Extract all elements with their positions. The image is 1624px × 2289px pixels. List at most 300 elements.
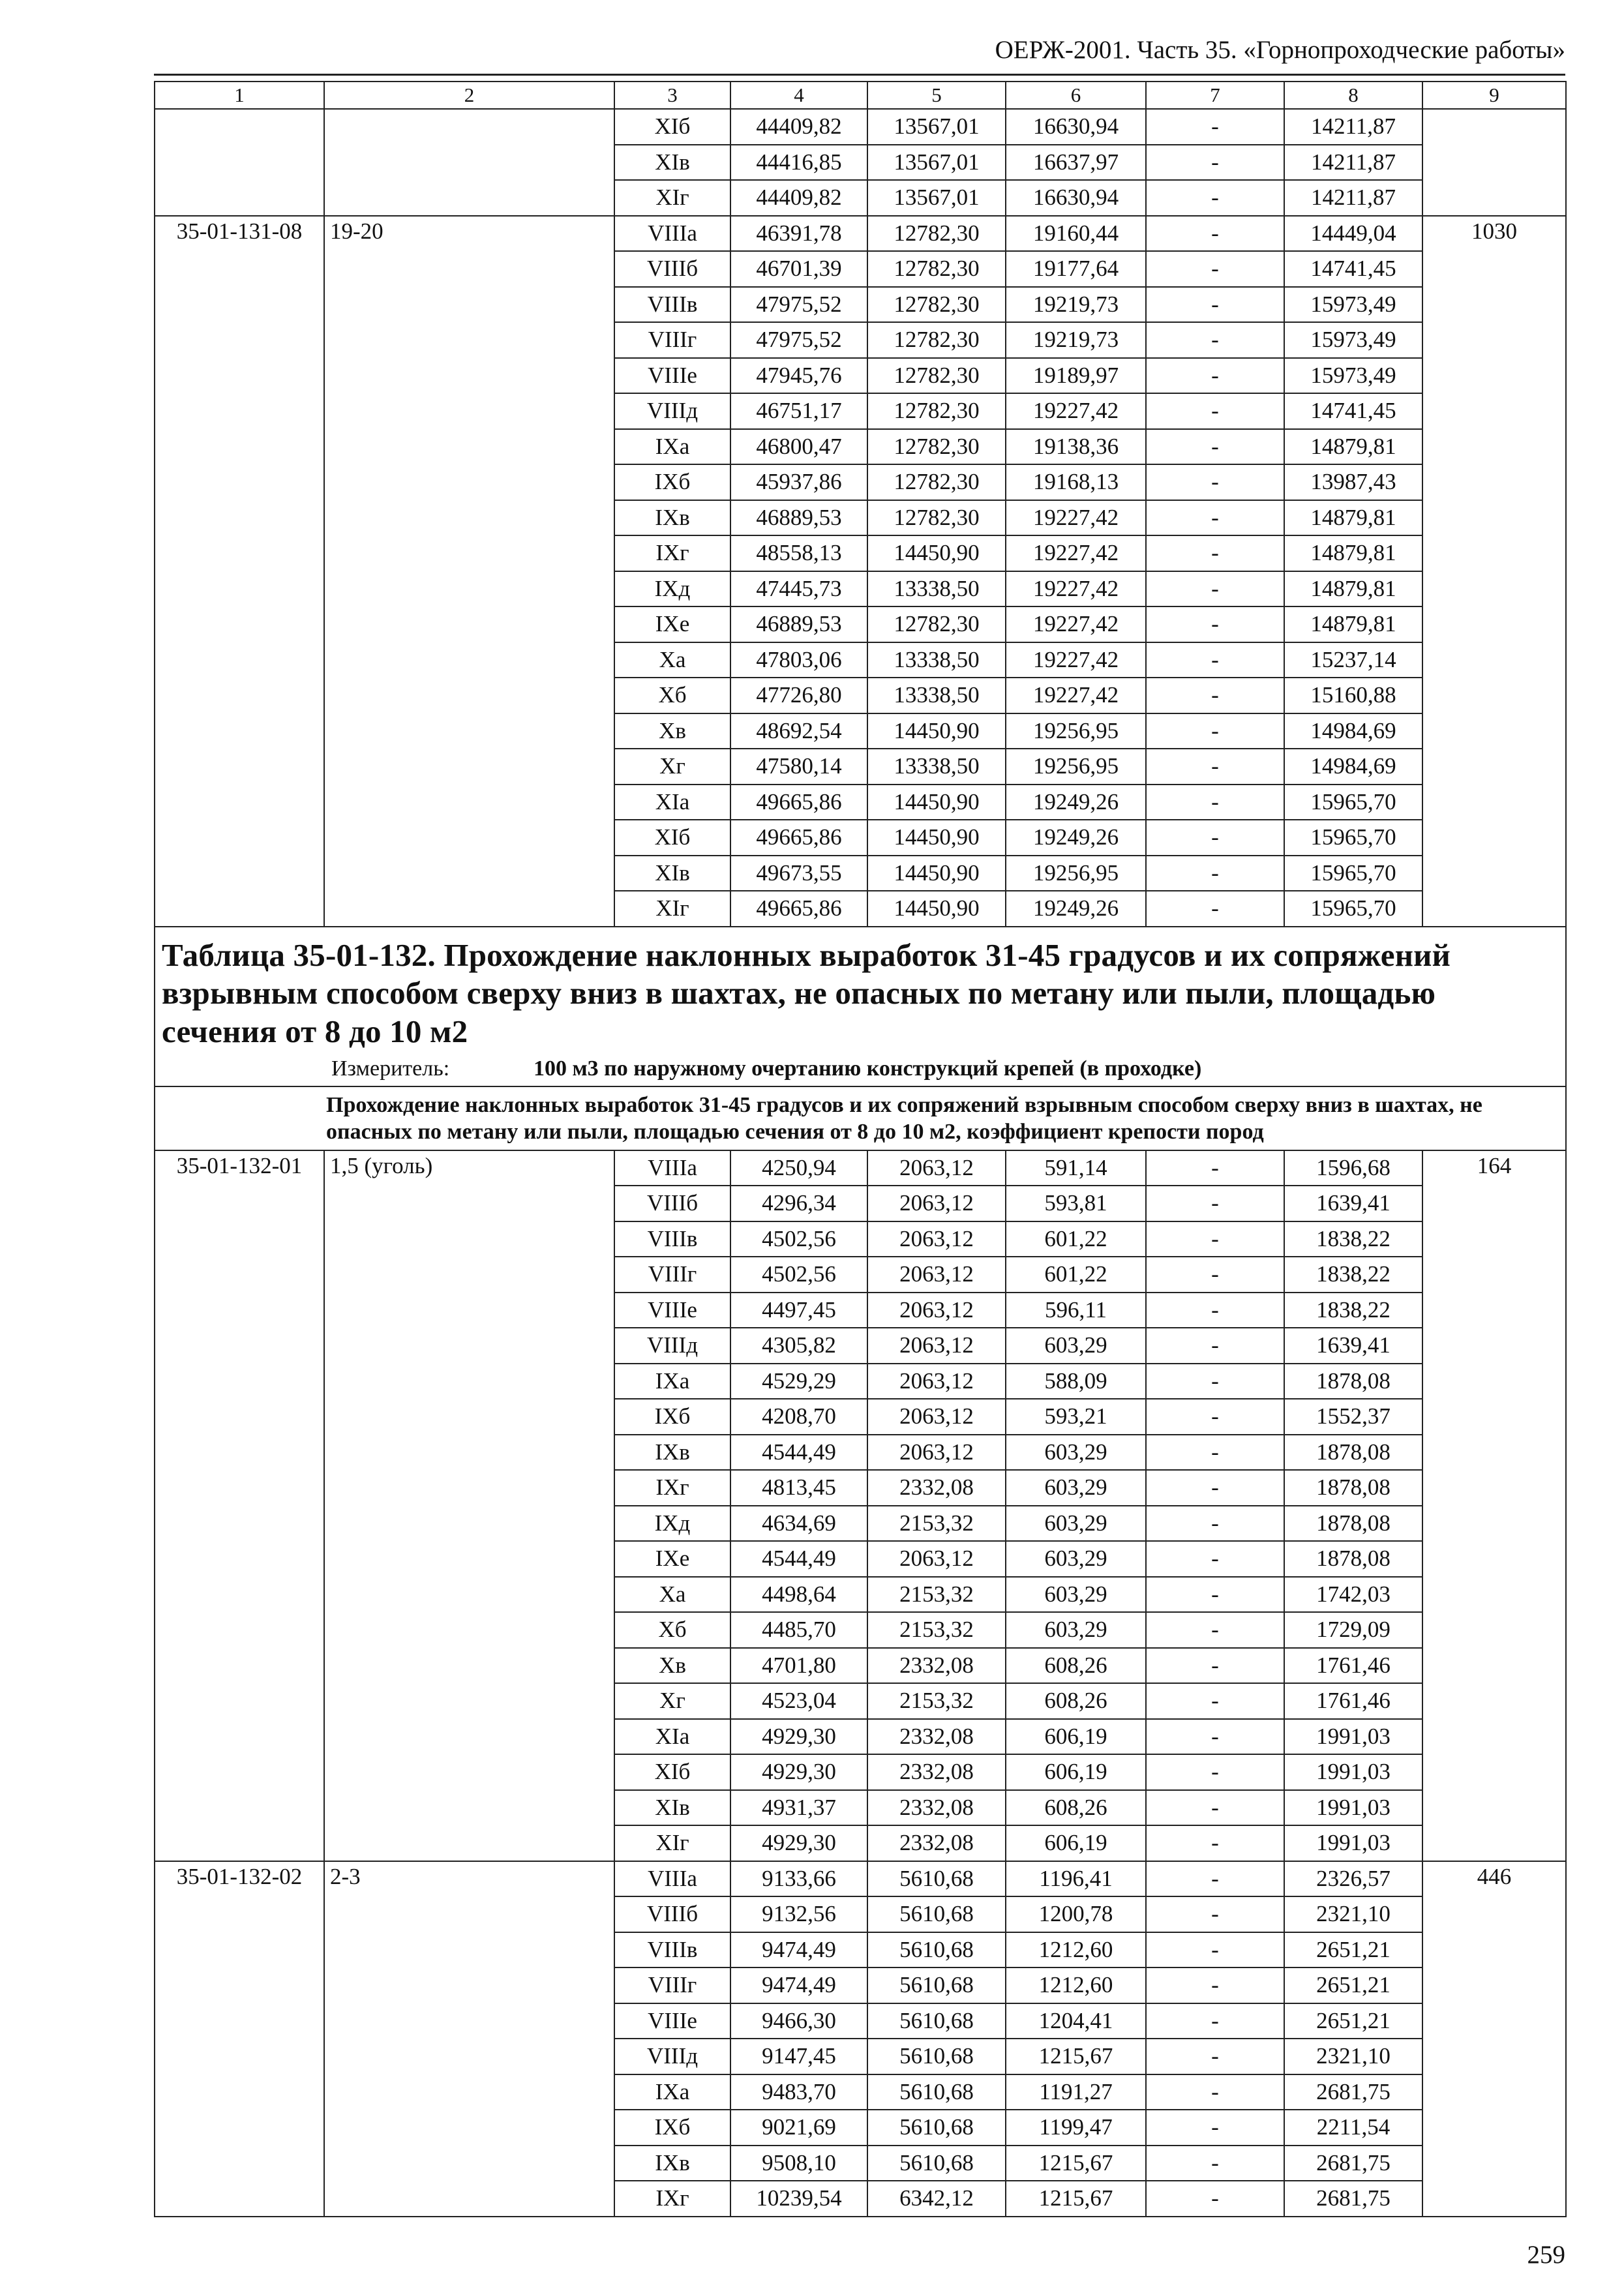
materials-cost: 14879,81 [1284, 571, 1422, 607]
direct-costs: 4544,49 [730, 1435, 867, 1471]
shaft-category: IXв [614, 2146, 730, 2181]
machine-costs: 606,19 [1006, 1825, 1146, 1861]
direct-costs: 47580,14 [730, 749, 867, 785]
machine-costs: 19227,42 [1006, 393, 1146, 429]
direct-costs: 46701,39 [730, 251, 867, 287]
driver-wages: - [1146, 358, 1284, 394]
shaft-category: IXб [614, 464, 730, 500]
machine-costs: 19177,64 [1006, 251, 1146, 287]
shaft-category: XIб [614, 109, 730, 145]
driver-wages: - [1146, 216, 1284, 252]
labor-wages: 14450,90 [867, 891, 1006, 927]
machine-costs: 19256,95 [1006, 856, 1146, 891]
rate-code [155, 109, 324, 216]
driver-wages: - [1146, 678, 1284, 713]
driver-wages: - [1146, 1861, 1284, 1897]
materials-cost: 2681,75 [1284, 2146, 1422, 2181]
direct-costs: 48558,13 [730, 535, 867, 571]
shaft-category: VIIIг [614, 1967, 730, 2003]
materials-cost: 2211,54 [1284, 2110, 1422, 2146]
direct-costs: 4931,37 [730, 1790, 867, 1826]
machine-costs: 1199,47 [1006, 2110, 1146, 2146]
driver-wages: - [1146, 1470, 1284, 1506]
driver-wages: - [1146, 2146, 1284, 2181]
machine-costs: 601,22 [1006, 1257, 1146, 1293]
driver-wages: - [1146, 500, 1284, 536]
materials-cost: 15973,49 [1284, 287, 1422, 323]
shaft-category: VIIIг [614, 322, 730, 358]
materials-cost: 15965,70 [1284, 856, 1422, 891]
shaft-category: IXг [614, 535, 730, 571]
direct-costs: 4485,70 [730, 1612, 867, 1648]
table-title: Таблица 35-01-132. Прохождение наклонных выработок 31-45 градусов и их сопряжений взрывным способом сверху вниз в шахтах, не опасных по метану или пыли, площадью сечения от 8 до 10 м2 [162, 936, 1451, 1050]
machine-costs: 19138,36 [1006, 429, 1146, 465]
materials-cost: 14211,87 [1284, 180, 1422, 216]
direct-costs: 4813,45 [730, 1470, 867, 1506]
labor-wages: 2063,12 [867, 1328, 1006, 1364]
materials-cost: 14984,69 [1284, 713, 1422, 749]
direct-costs: 4296,34 [730, 1186, 867, 1221]
machine-costs: 19256,95 [1006, 713, 1146, 749]
labor-wages: 5610,68 [867, 2074, 1006, 2110]
shaft-category: VIIIг [614, 1257, 730, 1293]
shaft-category: IXб [614, 1399, 730, 1435]
driver-wages: - [1146, 145, 1284, 181]
driver-wages: - [1146, 322, 1284, 358]
rock-hardness: 1,5 (уголь) [324, 1150, 614, 1861]
machine-costs: 1204,41 [1006, 2003, 1146, 2039]
materials-cost: 15965,70 [1284, 820, 1422, 856]
direct-costs: 4250,94 [730, 1150, 867, 1186]
direct-costs: 46889,53 [730, 606, 867, 642]
shaft-category: Xа [614, 1577, 730, 1613]
column-header: 3 [614, 82, 730, 109]
materials-cost: 14741,45 [1284, 251, 1422, 287]
shaft-category: Xг [614, 1683, 730, 1719]
direct-costs: 9132,56 [730, 1896, 867, 1932]
driver-wages: - [1146, 1612, 1284, 1648]
direct-costs: 47945,76 [730, 358, 867, 394]
table-row [155, 1150, 1566, 1186]
materials-cost: 15237,14 [1284, 642, 1422, 678]
machine-costs: 1215,67 [1006, 2039, 1146, 2074]
labor-wages: 12782,30 [867, 216, 1006, 252]
section-description-row [155, 1086, 1566, 1150]
direct-costs: 4305,82 [730, 1328, 867, 1364]
materials-cost: 1991,03 [1284, 1790, 1422, 1826]
labor-wages: 13338,50 [867, 571, 1006, 607]
shaft-category: Xв [614, 713, 730, 749]
labor-wages: 5610,68 [867, 2110, 1006, 2146]
driver-wages: - [1146, 109, 1284, 145]
column-header: 7 [1146, 82, 1284, 109]
machine-costs: 19160,44 [1006, 216, 1146, 252]
labor-wages: 12782,30 [867, 500, 1006, 536]
rate-code: 35-01-132-02 [155, 1861, 324, 2217]
driver-wages: - [1146, 1648, 1284, 1684]
machine-costs: 606,19 [1006, 1719, 1146, 1755]
machine-costs: 19219,73 [1006, 287, 1146, 323]
materials-cost: 1729,09 [1284, 1612, 1422, 1648]
machine-costs: 588,09 [1006, 1364, 1146, 1399]
shaft-category: IXг [614, 2181, 730, 2217]
shaft-category: VIIIб [614, 1896, 730, 1932]
direct-costs: 46391,78 [730, 216, 867, 252]
driver-wages: - [1146, 1932, 1284, 1968]
measure-label: Измеритель: [331, 1056, 450, 1081]
table-title-row [155, 927, 1566, 1087]
shaft-category: IXв [614, 500, 730, 536]
direct-costs: 46751,17 [730, 393, 867, 429]
section-description: Прохождение наклонных выработок 31-45 градусов и их сопряжений взрывным способом сверху вниз в шахтах, не опасных по метану или пыли, площадью сечения от 8 до 10 м2, коэффициент крепости пород [155, 1086, 1566, 1150]
machine-costs: 19189,97 [1006, 358, 1146, 394]
machine-costs: 1215,67 [1006, 2146, 1146, 2181]
labor-wages: 13567,01 [867, 109, 1006, 145]
driver-wages: - [1146, 2003, 1284, 2039]
shaft-category: VIIIа [614, 216, 730, 252]
materials-cost: 2651,21 [1284, 2003, 1422, 2039]
driver-wages: - [1146, 287, 1284, 323]
materials-cost: 15965,70 [1284, 891, 1422, 927]
shaft-category: IXг [614, 1470, 730, 1506]
header-rule [154, 74, 1565, 76]
shaft-category: IXе [614, 1541, 730, 1577]
machine-costs: 19227,42 [1006, 642, 1146, 678]
rock-hardness [324, 109, 614, 216]
direct-costs: 10239,54 [730, 2181, 867, 2217]
labor-wages: 12782,30 [867, 358, 1006, 394]
materials-cost: 1878,08 [1284, 1364, 1422, 1399]
rock-hardness: 19-20 [324, 216, 614, 927]
machine-costs: 603,29 [1006, 1612, 1146, 1648]
machine-costs: 603,29 [1006, 1435, 1146, 1471]
shaft-category: VIIIа [614, 1861, 730, 1897]
labor-wages: 12782,30 [867, 393, 1006, 429]
driver-wages: - [1146, 606, 1284, 642]
driver-wages: - [1146, 251, 1284, 287]
materials-cost: 1838,22 [1284, 1257, 1422, 1293]
labor-wages: 2332,08 [867, 1790, 1006, 1826]
labor-wages: 5610,68 [867, 1861, 1006, 1897]
driver-wages: - [1146, 1506, 1284, 1542]
materials-cost: 1991,03 [1284, 1825, 1422, 1861]
machine-costs: 19219,73 [1006, 322, 1146, 358]
materials-cost: 15973,49 [1284, 358, 1422, 394]
machine-costs: 1200,78 [1006, 1896, 1146, 1932]
machine-costs: 603,29 [1006, 1470, 1146, 1506]
materials-cost: 1838,22 [1284, 1221, 1422, 1257]
driver-wages: - [1146, 1435, 1284, 1471]
shaft-category: Xв [614, 1648, 730, 1684]
page-number: 259 [1527, 2241, 1565, 2269]
machine-costs: 16637,97 [1006, 145, 1146, 181]
labor-wages: 2063,12 [867, 1150, 1006, 1186]
materials-cost: 1639,41 [1284, 1186, 1422, 1221]
direct-costs: 9133,66 [730, 1861, 867, 1897]
labor-wages: 13338,50 [867, 678, 1006, 713]
materials-cost: 1552,37 [1284, 1399, 1422, 1435]
driver-wages: - [1146, 1896, 1284, 1932]
shaft-category: XIв [614, 856, 730, 891]
measure-line [162, 1056, 1559, 1081]
shaft-category: IXа [614, 2074, 730, 2110]
driver-wages: - [1146, 1257, 1284, 1293]
machine-costs: 601,22 [1006, 1221, 1146, 1257]
driver-wages: - [1146, 1577, 1284, 1613]
materials-cost: 1838,22 [1284, 1293, 1422, 1328]
machine-costs: 19227,42 [1006, 571, 1146, 607]
labor-wages: 2153,32 [867, 1683, 1006, 1719]
labor-wages: 12782,30 [867, 322, 1006, 358]
driver-wages: - [1146, 1825, 1284, 1861]
rock-hardness: 2-3 [324, 1861, 614, 2217]
labor-wages: 14450,90 [867, 785, 1006, 820]
labor-wages: 6342,12 [867, 2181, 1006, 2217]
driver-wages: - [1146, 1399, 1284, 1435]
materials-cost: 14879,81 [1284, 535, 1422, 571]
labor-wages: 2063,12 [867, 1257, 1006, 1293]
column-header: 1 [155, 82, 324, 109]
labor-wages: 5610,68 [867, 2003, 1006, 2039]
materials-cost: 15973,49 [1284, 322, 1422, 358]
direct-costs: 47803,06 [730, 642, 867, 678]
shaft-category: IXа [614, 1364, 730, 1399]
labor-wages: 12782,30 [867, 606, 1006, 642]
shaft-category: VIIIе [614, 1293, 730, 1328]
rate-code: 35-01-132-01 [155, 1150, 324, 1861]
direct-costs: 9147,45 [730, 2039, 867, 2074]
direct-costs: 47975,52 [730, 322, 867, 358]
labor-wages: 5610,68 [867, 1896, 1006, 1932]
materials-cost: 2681,75 [1284, 2181, 1422, 2217]
labor-wages: 13567,01 [867, 145, 1006, 181]
direct-costs: 4208,70 [730, 1399, 867, 1435]
direct-costs: 49665,86 [730, 785, 867, 820]
machine-costs: 608,26 [1006, 1683, 1146, 1719]
labor-wages: 14450,90 [867, 535, 1006, 571]
shaft-category: XIг [614, 1825, 730, 1861]
labor-wages: 5610,68 [867, 2039, 1006, 2074]
labor-wages: 14450,90 [867, 713, 1006, 749]
shaft-category: XIб [614, 820, 730, 856]
materials-cost: 13987,43 [1284, 464, 1422, 500]
machine-costs: 16630,94 [1006, 109, 1146, 145]
labor-wages: 2332,08 [867, 1470, 1006, 1506]
direct-costs: 4502,56 [730, 1257, 867, 1293]
shaft-category: VIIIв [614, 1932, 730, 1968]
materials-cost: 1878,08 [1284, 1506, 1422, 1542]
rate-code: 35-01-131-08 [155, 216, 324, 927]
direct-costs: 9021,69 [730, 2110, 867, 2146]
labor-wages: 2153,32 [867, 1612, 1006, 1648]
shaft-category: XIг [614, 891, 730, 927]
materials-cost: 14449,04 [1284, 216, 1422, 252]
machine-costs: 603,29 [1006, 1506, 1146, 1542]
machine-costs: 593,21 [1006, 1399, 1146, 1435]
materials-cost: 1878,08 [1284, 1541, 1422, 1577]
labor-hours: 1030 [1422, 216, 1566, 927]
machine-costs: 1191,27 [1006, 2074, 1146, 2110]
machine-costs: 1212,60 [1006, 1932, 1146, 1968]
driver-wages: - [1146, 1293, 1284, 1328]
direct-costs: 45937,86 [730, 464, 867, 500]
labor-wages: 2063,12 [867, 1221, 1006, 1257]
materials-cost: 2651,21 [1284, 1967, 1422, 2003]
labor-wages: 5610,68 [867, 1967, 1006, 2003]
shaft-category: IXд [614, 1506, 730, 1542]
direct-costs: 48692,54 [730, 713, 867, 749]
materials-cost: 14741,45 [1284, 393, 1422, 429]
labor-wages: 2063,12 [867, 1435, 1006, 1471]
machine-costs: 19227,42 [1006, 678, 1146, 713]
materials-cost: 1761,46 [1284, 1648, 1422, 1684]
labor-hours: 446 [1422, 1861, 1566, 2217]
direct-costs: 49665,86 [730, 820, 867, 856]
column-header: 5 [867, 82, 1006, 109]
direct-costs: 4929,30 [730, 1719, 867, 1755]
shaft-category: VIIIд [614, 2039, 730, 2074]
materials-cost: 1596,68 [1284, 1150, 1422, 1186]
driver-wages: - [1146, 2074, 1284, 2110]
labor-wages: 5610,68 [867, 1932, 1006, 1968]
materials-cost: 1742,03 [1284, 1577, 1422, 1613]
shaft-category: VIIIе [614, 358, 730, 394]
running-header: ОЕРЖ-2001. Часть 35. «Горнопроходческие работы» [995, 36, 1565, 64]
direct-costs: 46889,53 [730, 500, 867, 536]
table-row [155, 109, 1566, 145]
materials-cost: 14211,87 [1284, 109, 1422, 145]
machine-costs: 1215,67 [1006, 2181, 1146, 2217]
machine-costs: 1212,60 [1006, 1967, 1146, 2003]
driver-wages: - [1146, 1719, 1284, 1755]
shaft-category: XIг [614, 180, 730, 216]
direct-costs: 4929,30 [730, 1825, 867, 1861]
driver-wages: - [1146, 2039, 1284, 2074]
labor-wages: 2153,32 [867, 1506, 1006, 1542]
driver-wages: - [1146, 1967, 1284, 2003]
labor-wages: 2063,12 [867, 1186, 1006, 1221]
direct-costs: 44416,85 [730, 145, 867, 181]
materials-cost: 2321,10 [1284, 1896, 1422, 1932]
labor-wages: 13338,50 [867, 642, 1006, 678]
materials-cost: 14879,81 [1284, 606, 1422, 642]
labor-wages: 14450,90 [867, 820, 1006, 856]
direct-costs: 9508,10 [730, 2146, 867, 2181]
labor-wages: 2063,12 [867, 1293, 1006, 1328]
machine-costs: 596,11 [1006, 1293, 1146, 1328]
driver-wages: - [1146, 856, 1284, 891]
driver-wages: - [1146, 1364, 1284, 1399]
labor-wages: 2332,08 [867, 1648, 1006, 1684]
direct-costs: 47726,80 [730, 678, 867, 713]
materials-cost: 14879,81 [1284, 500, 1422, 536]
labor-wages: 12782,30 [867, 287, 1006, 323]
labor-hours [1422, 109, 1566, 216]
labor-wages: 13567,01 [867, 180, 1006, 216]
driver-wages: - [1146, 820, 1284, 856]
column-header: 4 [730, 82, 867, 109]
labor-wages: 14450,90 [867, 856, 1006, 891]
driver-wages: - [1146, 1221, 1284, 1257]
driver-wages: - [1146, 180, 1284, 216]
machine-costs: 19256,95 [1006, 749, 1146, 785]
machine-costs: 19227,42 [1006, 535, 1146, 571]
driver-wages: - [1146, 2181, 1284, 2217]
materials-cost: 1991,03 [1284, 1719, 1422, 1755]
materials-cost: 2326,57 [1284, 1861, 1422, 1897]
direct-costs: 4502,56 [730, 1221, 867, 1257]
direct-costs: 9474,49 [730, 1932, 867, 1968]
labor-hours: 164 [1422, 1150, 1566, 1861]
machine-costs: 19249,26 [1006, 820, 1146, 856]
shaft-category: Xб [614, 1612, 730, 1648]
machine-costs: 591,14 [1006, 1150, 1146, 1186]
direct-costs: 9466,30 [730, 2003, 867, 2039]
labor-wages: 2332,08 [867, 1754, 1006, 1790]
materials-cost: 1639,41 [1284, 1328, 1422, 1364]
shaft-category: XIв [614, 1790, 730, 1826]
driver-wages: - [1146, 891, 1284, 927]
labor-wages: 5610,68 [867, 2146, 1006, 2181]
shaft-category: VIIIв [614, 1221, 730, 1257]
direct-costs: 4529,29 [730, 1364, 867, 1399]
driver-wages: - [1146, 713, 1284, 749]
materials-cost: 2651,21 [1284, 1932, 1422, 1968]
machine-costs: 19168,13 [1006, 464, 1146, 500]
machine-costs: 603,29 [1006, 1328, 1146, 1364]
column-header: 6 [1006, 82, 1146, 109]
rates-table [154, 81, 1567, 2217]
driver-wages: - [1146, 2110, 1284, 2146]
labor-wages: 12782,30 [867, 251, 1006, 287]
labor-wages: 12782,30 [867, 464, 1006, 500]
driver-wages: - [1146, 571, 1284, 607]
shaft-category: VIIIв [614, 287, 730, 323]
shaft-category: Xг [614, 749, 730, 785]
shaft-category: XIа [614, 1719, 730, 1755]
driver-wages: - [1146, 785, 1284, 820]
driver-wages: - [1146, 464, 1284, 500]
machine-costs: 19249,26 [1006, 785, 1146, 820]
machine-costs: 593,81 [1006, 1186, 1146, 1221]
shaft-category: IXв [614, 1435, 730, 1471]
direct-costs: 46800,47 [730, 429, 867, 465]
materials-cost: 14984,69 [1284, 749, 1422, 785]
direct-costs: 47975,52 [730, 287, 867, 323]
shaft-category: XIб [614, 1754, 730, 1790]
column-number-row [155, 82, 1566, 109]
driver-wages: - [1146, 642, 1284, 678]
driver-wages: - [1146, 1790, 1284, 1826]
direct-costs: 49665,86 [730, 891, 867, 927]
machine-costs: 16630,94 [1006, 180, 1146, 216]
driver-wages: - [1146, 1683, 1284, 1719]
shaft-category: Xа [614, 642, 730, 678]
direct-costs: 4497,45 [730, 1293, 867, 1328]
labor-wages: 2063,12 [867, 1399, 1006, 1435]
materials-cost: 15160,88 [1284, 678, 1422, 713]
shaft-category: VIIIе [614, 2003, 730, 2039]
direct-costs: 47445,73 [730, 571, 867, 607]
driver-wages: - [1146, 393, 1284, 429]
direct-costs: 4544,49 [730, 1541, 867, 1577]
machine-costs: 19227,42 [1006, 606, 1146, 642]
driver-wages: - [1146, 749, 1284, 785]
measure-value: 100 м3 по наружному очертанию конструкций крепей (в проходке) [534, 1056, 1202, 1081]
shaft-category: VIIIд [614, 1328, 730, 1364]
table-title-cell [155, 927, 1566, 1087]
materials-cost: 14211,87 [1284, 145, 1422, 181]
